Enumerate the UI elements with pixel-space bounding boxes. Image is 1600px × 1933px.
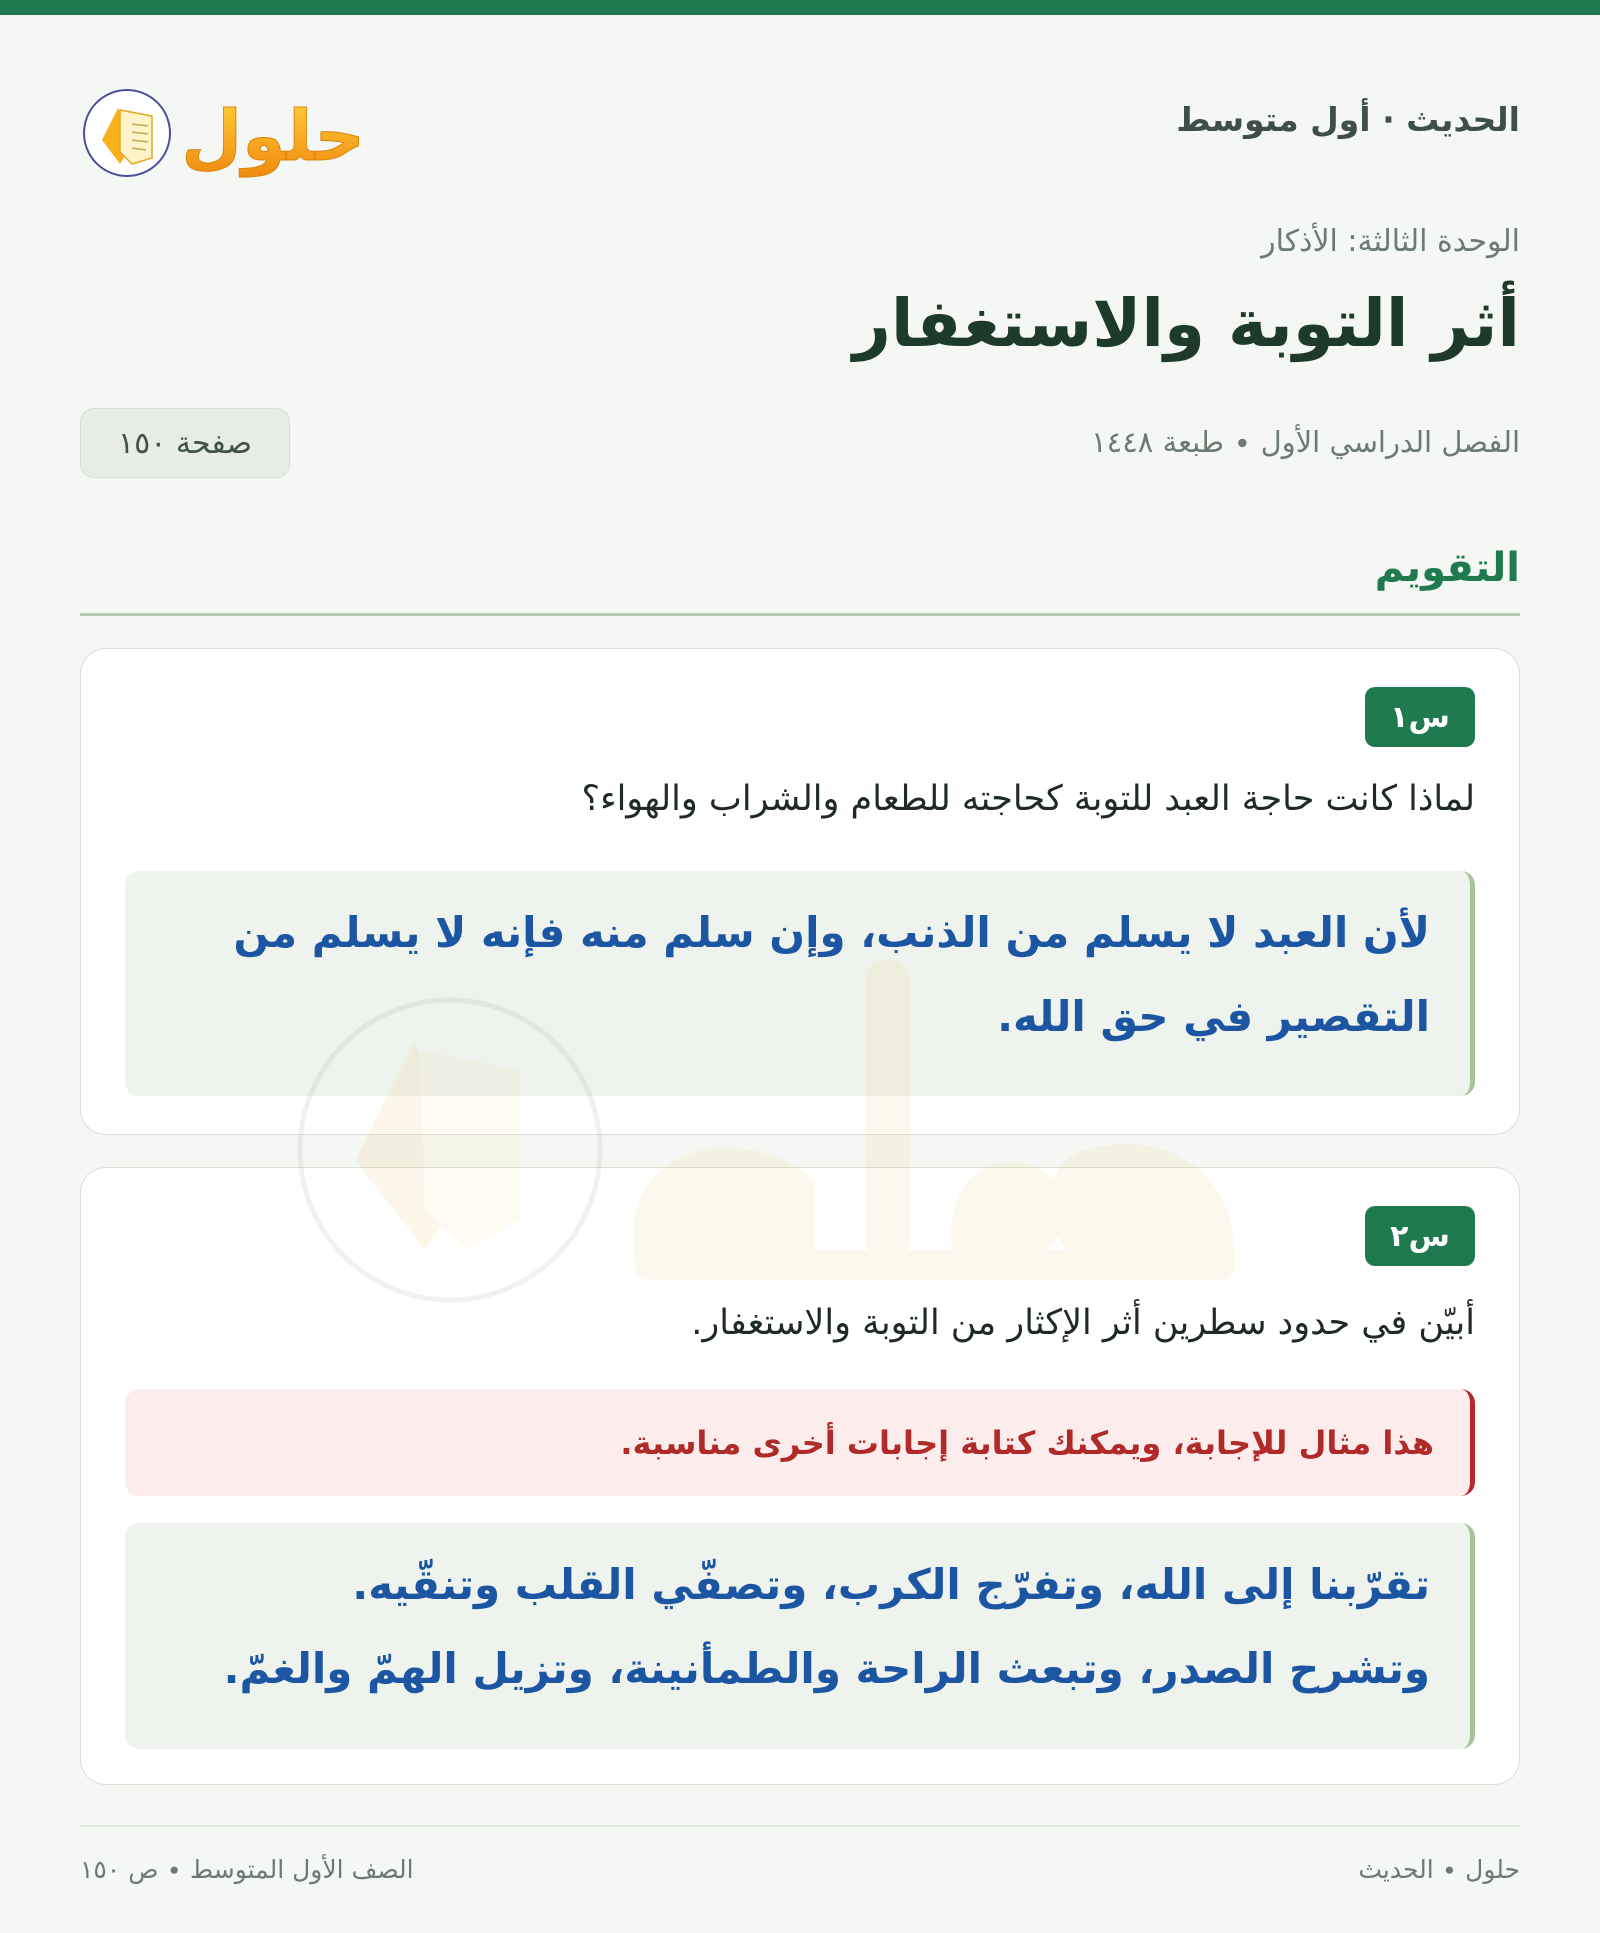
book-logo-icon[interactable] [80, 60, 370, 190]
page-title: أثر التوبة والاستغفار [852, 285, 1520, 362]
footer-grade-page: الصف الأول المتوسط ∙ ص ١٥٠ [80, 1855, 414, 1884]
breadcrumb: الحديث ∙ أول متوسط [1176, 100, 1520, 139]
answer-line: تقرّبنا إلى الله، وتفرّج الكرب، وتصفّي القلب وتنقّيه. [352, 1560, 1430, 1609]
section-divider [80, 613, 1520, 616]
footer-divider [80, 1825, 1520, 1827]
answer-box [125, 1523, 1475, 1749]
page-header [80, 60, 1520, 190]
semester-info: الفصل الدراسي الأول ∙ طبعة ١٤٤٨ [1091, 425, 1520, 459]
answer-box [125, 871, 1475, 1096]
answer-line: وتشرح الصدر، وتبعث الراحة والطمأنينة، وتزيل الهمّ والغمّ. [223, 1644, 1430, 1693]
answer-note-text: هذا مثال للإجابة، ويمكنك كتابة إجابات أخرى مناسبة. [620, 1423, 1434, 1462]
top-accent-bar [0, 0, 1600, 15]
answer-line: التقصير في حق الله. [997, 992, 1430, 1041]
question-text: أبيّن في حدود سطرين أثر الإكثار من التوبة والاستغفار. [691, 1303, 1475, 1343]
section-heading: التقويم [1374, 545, 1520, 591]
page-number-badge: صفحة ١٥٠ [80, 408, 290, 478]
question-card [80, 648, 1520, 1135]
logo-wordmark: حلول [181, 95, 365, 177]
footer-subject: حلول ∙ الحديث [1358, 1855, 1520, 1884]
answer-note [125, 1389, 1475, 1496]
unit-label: الوحدة الثالثة: الأذكار [1261, 224, 1520, 259]
answer-line: لأن العبد لا يسلم من الذنب، وإن سلم منه فإنه لا يسلم من [233, 908, 1430, 957]
question-badge: س١ [1365, 687, 1475, 747]
question-text: لماذا كانت حاجة العبد للتوبة كحاجته للطعام والشراب والهواء؟ [581, 779, 1475, 819]
question-badge: س٢ [1365, 1206, 1475, 1266]
question-card [80, 1167, 1520, 1785]
